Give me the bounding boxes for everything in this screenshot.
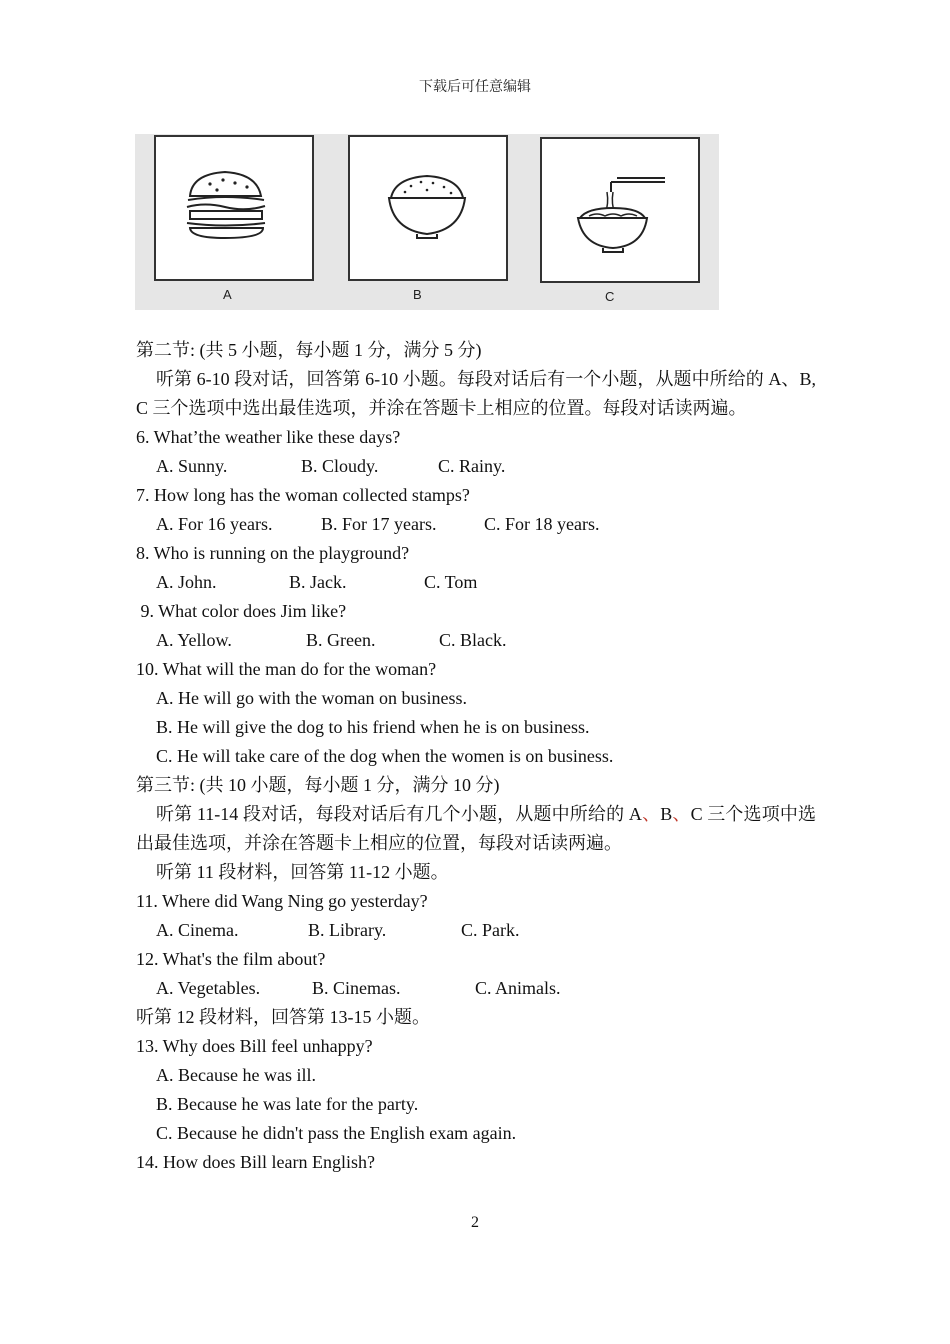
instruction-part-3: C 三个选项中选出最佳选项，并涂在答题卡上相应的位置，每段对话读两遍。 bbox=[136, 804, 817, 853]
question-12-options bbox=[136, 974, 816, 1003]
option-c: C. For 18 years. bbox=[484, 514, 600, 534]
question-7-stem: 7. How long has the woman collected stamps? bbox=[136, 485, 470, 505]
picture-label-b: B bbox=[413, 287, 422, 302]
section2-title: 第二节: (共 5 小题，每小题 1 分，满分 5 分) bbox=[136, 340, 482, 360]
page-number: 2 bbox=[471, 1214, 479, 1231]
separator: 、 bbox=[672, 804, 691, 824]
option-b: B. Green. bbox=[306, 630, 376, 650]
instruction-part-2: B bbox=[660, 804, 673, 824]
question-9-stem: 9. What color does Jim like? bbox=[136, 601, 347, 621]
option-c: C. Park. bbox=[461, 920, 520, 940]
question-7-options bbox=[136, 510, 816, 539]
option-a: A. Sunny. bbox=[156, 456, 228, 476]
exam-content bbox=[136, 336, 816, 1177]
option-b: B. Cinemas. bbox=[312, 978, 401, 998]
question-10-option-c: C. He will take care of the dog when the women is on business. bbox=[156, 746, 614, 766]
option-b: B. Library. bbox=[308, 920, 387, 940]
section3-title: 第三节: (共 10 小题，每小题 1 分，满分 10 分) bbox=[136, 775, 500, 795]
question-8-options bbox=[136, 568, 816, 597]
question-10-option-a: A. He will go with the woman on business. bbox=[156, 688, 467, 708]
option-b: B. Cloudy. bbox=[301, 456, 379, 476]
option-c: C. Tom bbox=[424, 572, 478, 592]
question-10-stem: 10. What will the man do for the woman? bbox=[136, 659, 437, 679]
material-12-note: 听第 12 段材料，回答第 13-15 小题。 bbox=[136, 1007, 430, 1027]
separator: 、 bbox=[641, 804, 661, 824]
food-picture-options bbox=[135, 134, 719, 310]
page-header: 下载后可任意编辑 bbox=[419, 80, 531, 95]
question-13-option-a: A. Because he was ill. bbox=[156, 1065, 316, 1085]
instruction-part-1: 听第 11-14 段对话，每段对话后有几个小题，从题中所给的 A bbox=[156, 804, 642, 824]
question-13-stem: 13. Why does Bill feel unhappy? bbox=[136, 1036, 373, 1056]
question-6-stem: 6. What’the weather like these days? bbox=[136, 427, 401, 447]
option-c: C. Animals. bbox=[475, 978, 561, 998]
question-8-stem: 8. Who is running on the playground? bbox=[136, 543, 410, 563]
question-9-options bbox=[136, 626, 816, 655]
question-11-stem: 11. Where did Wang Ning go yesterday? bbox=[136, 891, 428, 911]
option-c: C. Black. bbox=[439, 630, 507, 650]
hamburger-picture bbox=[155, 136, 313, 280]
question-12-stem: 12. What's the film about? bbox=[136, 949, 326, 969]
picture-label-a: A bbox=[223, 287, 232, 302]
question-13-option-c: C. Because he didn't pass the English exam again. bbox=[156, 1123, 517, 1143]
question-13-option-b: B. Because he was late for the party. bbox=[156, 1094, 419, 1114]
option-a: A. Yellow. bbox=[156, 630, 232, 650]
option-a: A. Cinema. bbox=[156, 920, 239, 940]
option-c: C. Rainy. bbox=[438, 456, 506, 476]
option-a: A. For 16 years. bbox=[156, 514, 273, 534]
question-6-options bbox=[136, 452, 816, 481]
noodle-bowl-picture bbox=[541, 138, 699, 282]
section2-instruction: 听第 6-10 段对话，回答第 6-10 小题。每段对话后有一个小题，从题中所给的 A、B, C 三个选项中选出最佳选项，并涂在答题卡上相应的位置。每段对话读两遍。 bbox=[136, 369, 816, 418]
option-a: A. John. bbox=[156, 572, 217, 592]
option-b: B. Jack. bbox=[289, 572, 347, 592]
picture-label-c: C bbox=[605, 289, 615, 304]
rice-bowl-picture bbox=[349, 136, 507, 280]
question-11-options bbox=[136, 916, 816, 945]
option-b: B. For 17 years. bbox=[321, 514, 437, 534]
option-a: A. Vegetables. bbox=[156, 978, 261, 998]
question-10-option-b: B. He will give the dog to his friend when he is on business. bbox=[156, 717, 590, 737]
question-14-stem: 14. How does Bill learn English? bbox=[136, 1152, 375, 1172]
material-11-note: 听第 11 段材料，回答第 11-12 小题。 bbox=[156, 862, 449, 882]
section3-instruction bbox=[136, 800, 816, 858]
